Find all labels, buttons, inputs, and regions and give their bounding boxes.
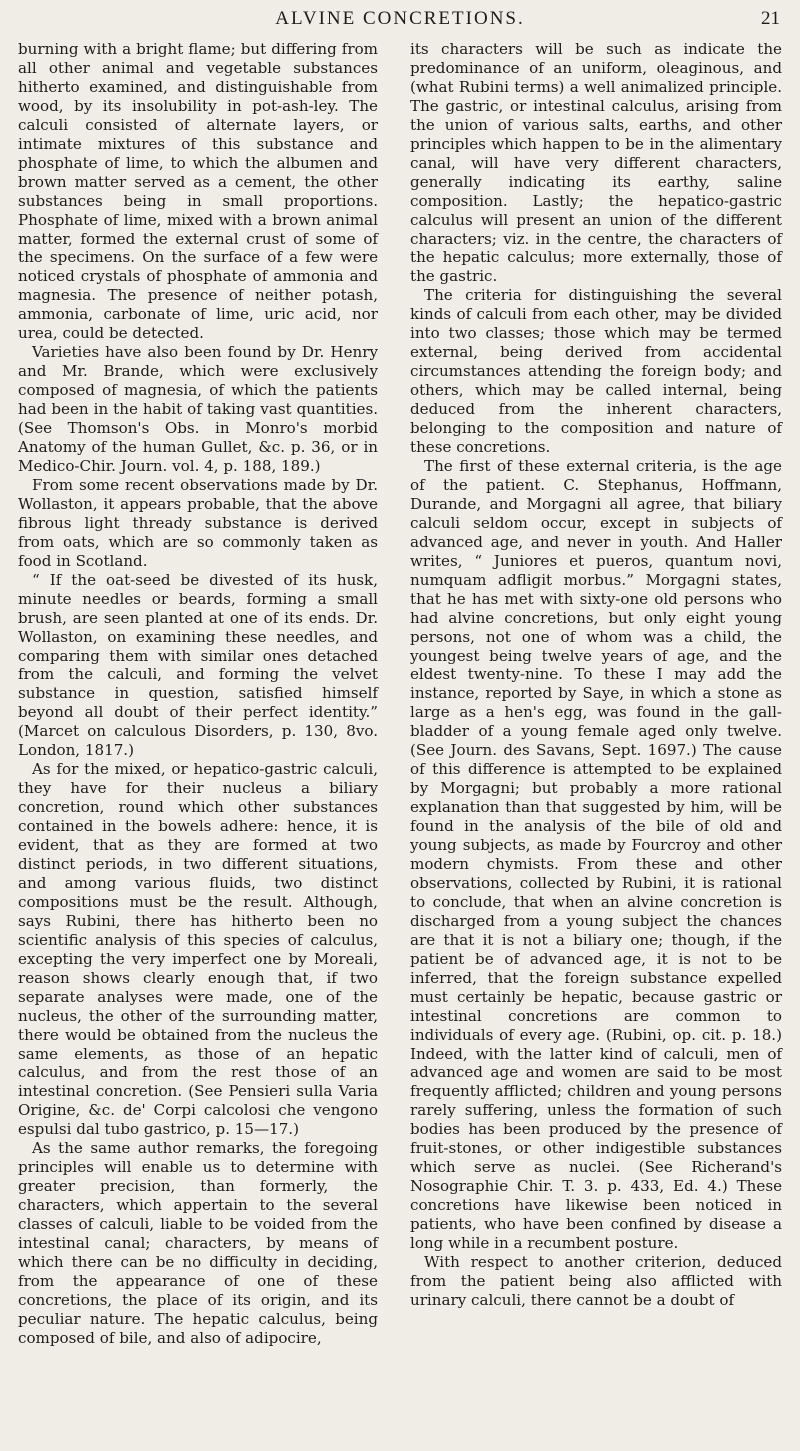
paragraph: With respect to another criterion, deduced from the patient being also afflicted with urinary calculi, there cannot be a doubt of: [410, 1253, 782, 1309]
left-column: [18, 40, 378, 1348]
paragraph: As for the mixed, or hepatico-gastric calculi, they have for their nucleus a biliary concretion, round which other substances contained in the bowels adhere: hence, it is evident, that as they are formed at two distinct periods, in two different situations, and among various fluids, two distinct compositions must be the result. Although, says Rubini, there has hitherto been no scientific analysis of this species of calculus, excepting the very imperfect one by Moreali, reason shows clearly enough that, if two separate analyses were made, one of the nucleus, the other of the surrounding matter, there would be obtained from the nucleus the same elements, as those of an hepatic calculus, and from the rest those of an intestinal concretion. (See Pensieri sulla Varia Origine, &c. de' Corpi calcolosi che vengono espulsi dal tubo gastrico, p. 15—17.): [18, 760, 378, 1139]
paragraph: As the same author remarks, the foregoing principles will enable us to determine with greater precision, than formerly, the characters, which appertain to the several classes of calculi, liable to be voided from the intestinal canal; characters, by means of which there can be no difficulty in deciding, from the appearance of one of these concretions, the place of its origin, and its peculiar nature. The hepatic calculus, being composed of bile, and also of adipocire,: [18, 1139, 378, 1347]
paragraph: its characters will be such as indicate the predominance of an uniform, oleaginous, and (what Rubini terms) a well animalized principle. The gastric, or intestinal calculus, arising from the union of various salts, earths, and other principles which happen to be in the alimentary canal, will have very different characters, generally indicating its earthy, saline composition. Lastly; the hepatico-gastric calculus will present an union of the different characters; viz. in the centre, the characters of the hepatic calculus; more externally, those of the gastric.: [410, 40, 782, 286]
running-head: ALVINE CONCRETIONS.: [275, 8, 525, 29]
paragraph: Varieties have also been found by Dr. Henry and Mr. Brande, which were exclusively composed of magnesia, of which the patients had been in the habit of taking vast quantities. (See Thomson's Obs. in Monro's morbid Anatomy of the human Gullet, &c. p. 36, or in Medico-Chir. Journ. vol. 4, p. 188, 189.): [18, 343, 378, 475]
paragraph: “ If the oat-seed be divested of its husk, minute needles or beards, forming a small brush, are seen planted at one of its ends. Dr. Wollaston, on examining these needles, and comparing them with similar ones detached from the calculi, and forming the velvet substance in question, satisfied himself beyond all doubt of their perfect identity.” (Marcet on calculous Disorders, p. 130, 8vo. London, 1817.): [18, 570, 378, 760]
right-column: [410, 40, 782, 1310]
paragraph: From some recent observations made by Dr. Wollaston, it appears probable, that the above fibrous light thready substance is derived from oats, which are so commonly taken as food in Scotland.: [18, 475, 378, 570]
page-header: [0, 6, 800, 32]
paragraph: burning with a bright flame; but differing from all other animal and vegetable substances hitherto examined, and distinguishable from wood, by its insolubility in pot-ash-ley. The calculi consisted of alternate layers, or intimate mixtures of this substance and phosphate of lime, to which the albumen and brown matter served as a cement, the other substances being in small proportions. Phosphate of lime, mixed with a brown animal matter, formed the external crust of some of the specimens. On the surface of a few were noticed crystals of phosphate of ammonia and magnesia. The presence of neither potash, ammonia, carbonate of lime, uric acid, nor urea, could be detected.: [18, 40, 378, 343]
paragraph: The criteria for distinguishing the several kinds of calculi from each other, may be divided into two classes; those which may be termed external, being derived from accidental circumstances attending the foreign body; and others, which may be called internal, being deduced from the inherent characters, belonging to the composition and nature of these concretions.: [410, 286, 782, 457]
page-number: 21: [761, 8, 780, 29]
paragraph: The first of these external criteria, is the age of the patient. C. Stephanus, Hoffmann, Durande, and Morgagni all agree, that biliary calculi seldom occur, except in subjects of advanced age, and never in youth. And Haller writes, “ Juniores et pueros, quantum novi, numquam adfligit morbus.” Morgagni states, that he has met with sixty-one old persons who had alvine concretions, but only eight young persons, not one of whom was a child, the youngest being twelve years of age, and the eldest twenty-nine. To these I may add the instance, reported by Saye, in which a stone as large as a hen's egg, was found in the gall-bladder of a young female aged only twelve. (See Journ. des Savans, Sept. 1697.) The cause of this difference is attempted to be explained by Morgagni; but probably a more rational explanation than that suggested by him, will be found in the analysis of the bile of old and young subjects, as made by Fourcroy and other modern chymists. From these and other observations, collected by Rubini, it is rational to conclude, that when an alvine concretion is discharged from a young subject the chances are that it is not a biliary one; though, if the patient be of advanced age, it is not to be inferred, that the foreign substance expelled must certainly be hepatic, because gastric or intestinal concretions are common to individuals of every age. (Rubini, op. cit. p. 18.) Indeed, with the latter kind of calculi, men of advanced age and women are said to be most frequently afflicted; children and young persons rarely suffering, unless the formation of such bodies has been produced by the presence of fruit-stones, or other indigestible substances which serve as nuclei. (See Richerand's Nosographie Chir. T. 3. p. 433, Ed. 4.) These concretions have likewise been noticed in patients, who have been confined by disease a long while in a recumbent posture.: [410, 456, 782, 1253]
